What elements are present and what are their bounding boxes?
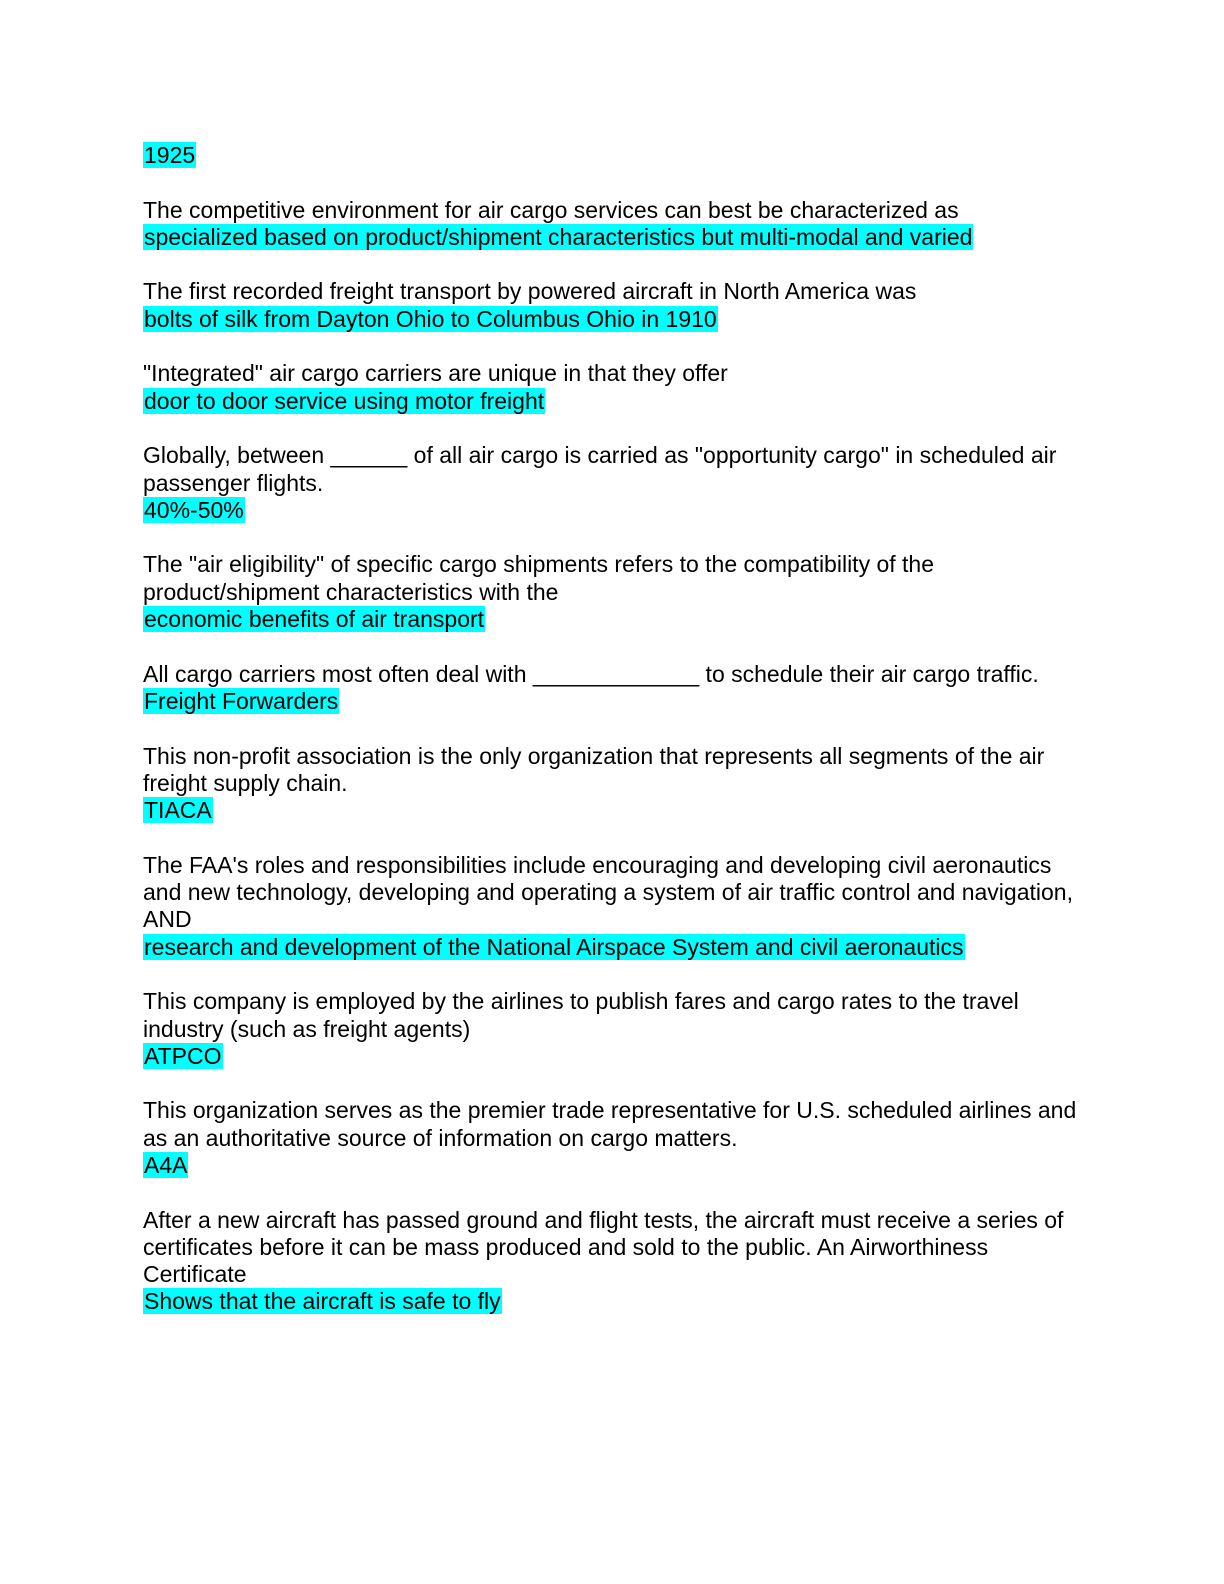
flashcard-item	[143, 360, 1083, 415]
question-text: The FAA's roles and responsibilities include encouraging and developing civil aeronautics and new technology, developing and operating a system of air traffic control and navigation, AND	[143, 851, 1073, 933]
flashcard-item	[143, 278, 1083, 333]
answer-highlight: bolts of silk from Dayton Ohio to Columbus Ohio in 1910	[144, 305, 717, 332]
flashcard-item	[143, 1207, 1083, 1316]
question-text: This non-profit association is the only organization that represents all segments of the air freight supply chain.	[143, 742, 1045, 796]
question-text: The "air eligibility" of specific cargo shipments refers to the compatibility of the product/shipment characteristics with the	[143, 551, 935, 605]
answer-highlight: ATPCO	[144, 1042, 222, 1069]
flashcard-item	[143, 442, 1083, 524]
flashcard-item	[143, 142, 1083, 169]
answer-highlight: TIACA	[144, 797, 212, 824]
answer-highlight: research and development of the National Airspace System and civil aeronautics	[144, 933, 964, 960]
flashcard-item	[143, 197, 1083, 252]
answer-highlight: Freight Forwarders	[144, 687, 339, 714]
answer-highlight: A4A	[144, 1151, 188, 1178]
question-text: The competitive environment for air cargo services can best be characterized as	[143, 196, 959, 223]
flashcard-item	[143, 743, 1083, 825]
answer-highlight: 40%-50%	[144, 496, 244, 523]
flashcard-item	[143, 1097, 1083, 1179]
question-text: This company is employed by the airlines to publish fares and cargo rates to the travel industry (such as freight agents)	[143, 988, 1019, 1042]
question-text: After a new aircraft has passed ground and flight tests, the aircraft must receive a series of certificates before it can be mass produced and sold to the public. An Airworthiness Certificate	[143, 1206, 1064, 1288]
question-text: This organization serves as the premier trade representative for U.S. scheduled airlines and as an authoritative source of information on cargo matters.	[143, 1097, 1077, 1151]
answer-highlight: 1925	[144, 142, 196, 168]
flashcard-item	[143, 661, 1083, 716]
flashcard-item	[143, 852, 1083, 961]
question-text: "Integrated" air cargo carriers are unique in that they offer	[143, 360, 728, 387]
flashcard-item	[143, 551, 1083, 633]
question-text: All cargo carriers most often deal with _____________ to schedule their air cargo traffic.	[143, 660, 1039, 687]
answer-highlight: economic benefits of air transport	[144, 606, 485, 633]
flashcard-list	[143, 142, 1083, 1343]
question-text: Globally, between ______ of all air cargo is carried as "opportunity cargo" in scheduled air passenger flights.	[143, 442, 1057, 496]
flashcard-item	[143, 988, 1083, 1070]
answer-highlight: Shows that the aircraft is safe to fly	[144, 1288, 501, 1315]
answer-highlight: specialized based on product/shipment characteristics but multi-modal and varied	[144, 223, 973, 250]
question-text: The first recorded freight transport by powered aircraft in North America was	[143, 278, 917, 305]
answer-highlight: door to door service using motor freight	[144, 387, 545, 414]
